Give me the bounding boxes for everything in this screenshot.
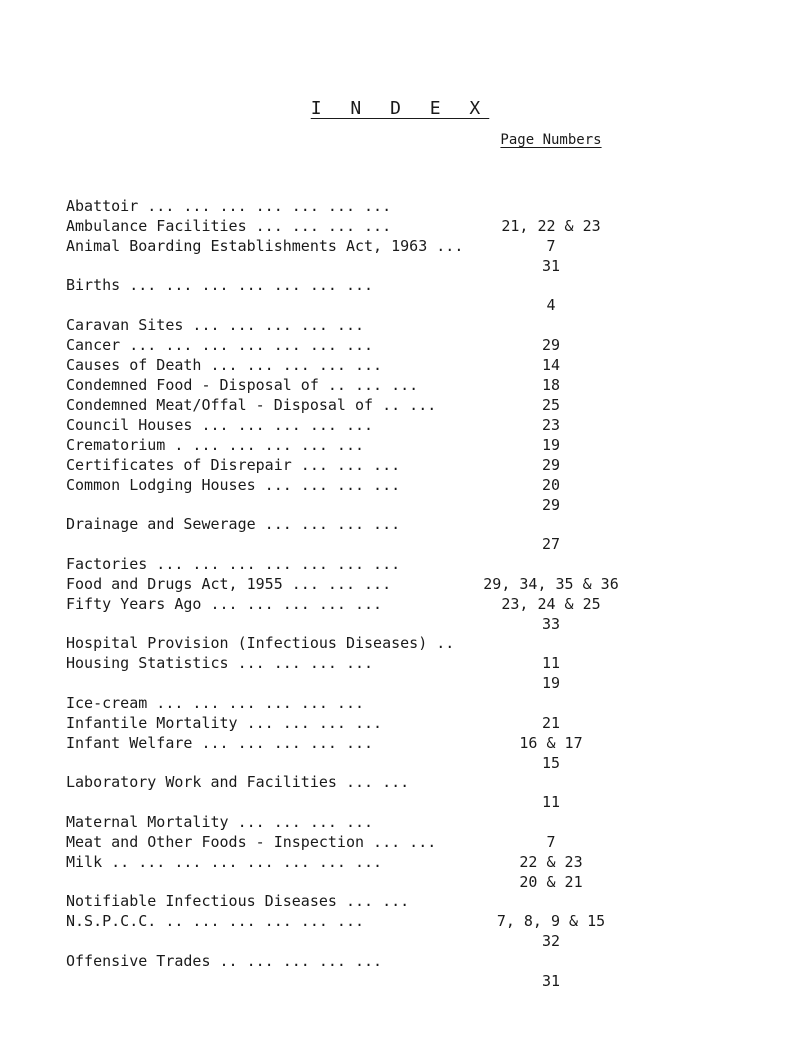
index-entry <box>0 752 800 811</box>
entry-label: Fifty Years Ago ... ... ... ... ... <box>66 595 383 613</box>
entry-pages: 31 <box>541 257 561 275</box>
entry-pages: 15 <box>541 754 561 772</box>
entry-label: Cancer ... ... ... ... ... ... ... <box>66 336 374 354</box>
entry-pages: 22 & 23 <box>519 853 583 871</box>
entry-pages: 29 <box>541 336 561 354</box>
index-entry <box>0 931 800 990</box>
entry-label: Animal Boarding Establishments Act, 1963 ... <box>66 237 464 255</box>
entry-pages: 20 <box>541 476 561 494</box>
entry-pages: 25 <box>541 396 561 414</box>
entry-label: Housing Statistics ... ... ... ... <box>66 654 374 672</box>
entry-label: Condemned Meat/Offal - Disposal of .. ... <box>66 396 437 414</box>
entry-pages: 20 & 21 <box>519 873 583 891</box>
index-entry <box>0 216 800 275</box>
entry-pages: 32 <box>541 932 561 950</box>
entry-pages: 4 <box>546 296 556 314</box>
entry-label: Food and Drugs Act, 1955 ... ... ... <box>66 575 392 593</box>
entry-pages: 14 <box>541 356 561 374</box>
entry-label: N.S.P.C.C. .. ... ... ... ... ... <box>66 912 365 930</box>
entry-label: Caravan Sites ... ... ... ... ... <box>66 316 365 334</box>
entry-label: Milk .. ... ... ... ... ... ... ... <box>66 853 383 871</box>
entry-label: Condemned Food - Disposal of .. ... ... <box>66 376 419 394</box>
entry-pages: 21, 22 & 23 <box>501 217 601 235</box>
entry-pages: 29 <box>541 456 561 474</box>
entry-label: Common Lodging Houses ... ... ... ... <box>66 476 401 494</box>
entry-pages: 19 <box>541 674 561 692</box>
index-entry <box>0 255 800 314</box>
entry-label: Abattoir ... ... ... ... ... ... ... <box>66 197 392 215</box>
entry-label: Laboratory Work and Facilities ... ... <box>66 773 410 791</box>
page-numbers-heading: Page Numbers <box>500 132 602 148</box>
entry-pages: 29 <box>541 496 561 514</box>
index-title: I N D E X <box>310 98 490 119</box>
entry-label: Notifiable Infectious Diseases ... ... <box>66 892 410 910</box>
entry-pages: 31 <box>541 972 561 990</box>
entry-pages: 7, 8, 9 & 15 <box>496 912 606 930</box>
entry-label: Council Houses ... ... ... ... ... <box>66 416 374 434</box>
entry-label: Crematorium . ... ... ... ... ... <box>66 436 365 454</box>
entry-label: Ice-cream ... ... ... ... ... ... <box>66 694 365 712</box>
entry-label: Offensive Trades .. ... ... ... ... <box>66 952 383 970</box>
entry-label: Maternal Mortality ... ... ... ... <box>66 813 374 831</box>
entry-label: Hospital Provision (Infectious Diseases) .. <box>66 634 455 652</box>
entry-label: Meat and Other Foods - Inspection ... ... <box>66 833 437 851</box>
entry-label: Infantile Mortality ... ... ... ... <box>66 714 383 732</box>
entry-pages: 21 <box>541 714 561 732</box>
entry-pages: 7 <box>546 237 556 255</box>
entry-label: Factories ... ... ... ... ... ... ... <box>66 555 401 573</box>
entry-label: Drainage and Sewerage ... ... ... ... <box>66 515 401 533</box>
entry-pages: 27 <box>541 535 561 553</box>
entry-pages: 11 <box>541 793 561 811</box>
entry-label: Causes of Death ... ... ... ... ... <box>66 356 383 374</box>
entry-pages: 11 <box>541 654 561 672</box>
entry-pages: 16 & 17 <box>519 734 583 752</box>
entry-pages: 18 <box>541 376 561 394</box>
entry-pages: 19 <box>541 436 561 454</box>
entry-pages: 23, 24 & 25 <box>501 595 601 613</box>
entry-pages: 7 <box>546 833 556 851</box>
index-entry <box>0 494 800 553</box>
entry-pages: 29, 34, 35 & 36 <box>483 575 619 593</box>
entry-label: Infant Welfare ... ... ... ... ... <box>66 734 374 752</box>
entry-label: Ambulance Facilities ... ... ... ... <box>66 217 392 235</box>
entry-label: Certificates of Disrepair ... ... ... <box>66 456 401 474</box>
entry-pages: 33 <box>541 615 561 633</box>
entry-label: Births ... ... ... ... ... ... ... <box>66 276 374 294</box>
entry-pages: 23 <box>541 416 561 434</box>
